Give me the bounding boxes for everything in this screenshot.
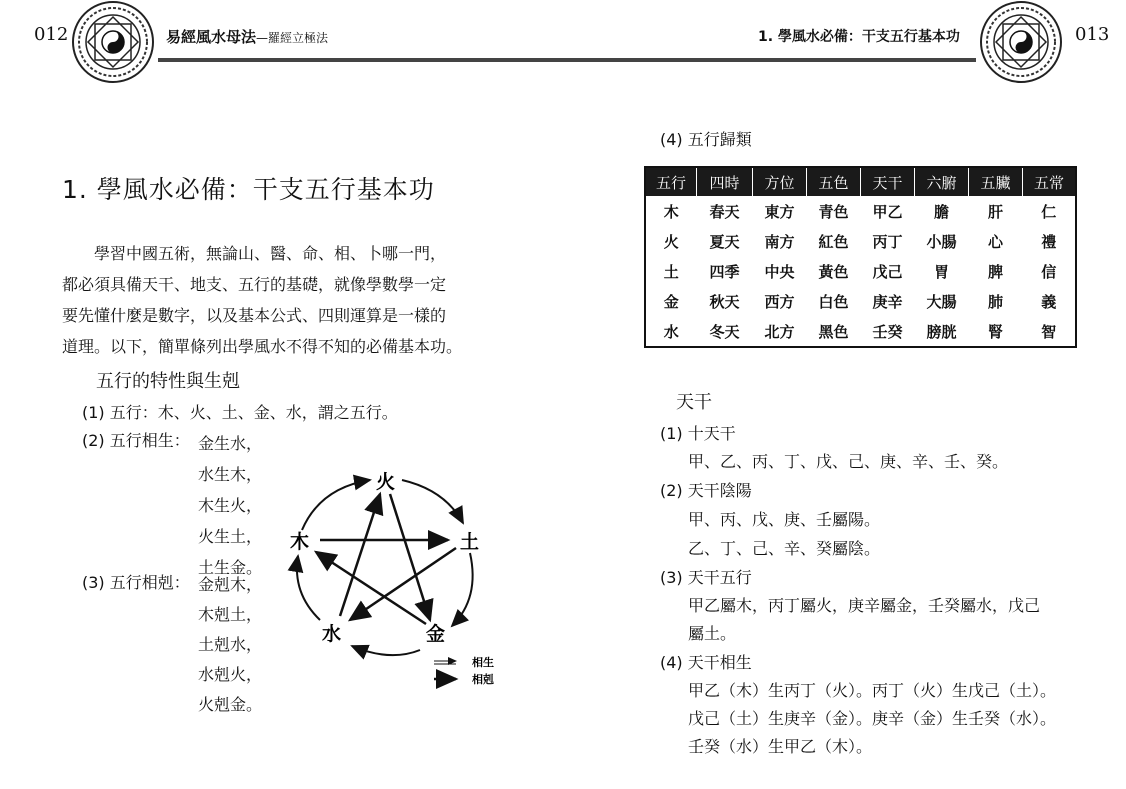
table-cell: 禮 [1041,232,1057,251]
table-row [645,286,1076,316]
table-row [645,226,1076,256]
table-cell: 紅色 [818,232,849,251]
overcome-arrow-water-fire [340,494,380,616]
wuxing-item-1: (1) 五行：木、火、土、金、水，謂之五行。 [82,403,398,422]
legend-overcome [434,672,494,686]
table-cell: 北方 [764,322,795,341]
table-header-row [645,167,1076,196]
table-cell: 大腸 [926,292,957,311]
table-row [645,256,1076,286]
table-row [645,196,1076,226]
bagua-emblem-left [68,0,158,90]
wuxing-item-2-label: (2) 五行相生： [82,431,190,450]
table-header: 四時 [697,167,753,196]
generate-arrow-metal-water [352,646,420,655]
overcoming-line: 木剋土， [198,605,263,624]
table-cell: 金 [663,292,679,311]
table-cell: 肺 [987,292,1003,311]
book-title: 易經風水母法 [166,28,257,46]
node-wood: 木 [290,531,310,553]
table-header: 天干 [861,167,915,196]
table-cell: 戊己 [872,262,903,281]
legend-overcome-label: 相剋 [472,673,494,686]
table-cell: 黃色 [818,262,849,281]
table-caption: (4) 五行歸類 [660,130,752,149]
table-cell: 心 [987,232,1003,251]
overcome-arrow-fire-metal [390,494,430,620]
header-rule-right [568,58,976,62]
table-header: 五常 [1023,167,1077,196]
table-cell: 胃 [933,262,949,281]
table-cell: 義 [1041,292,1057,311]
generation-line: 火生土， [198,527,263,546]
table-cell: 春天 [709,202,740,221]
header-rule-left [158,58,568,62]
table-cell: 膽 [933,202,949,221]
table-cell: 中央 [764,262,795,281]
intro-line: 學習中國五術，無論山、醫、命、相、卜哪一門， [94,244,447,263]
generation-line: 土生金。 [198,558,263,577]
table-cell: 膀胱 [926,322,957,341]
table-cell: 夏天 [709,232,740,251]
table-cell: 西方 [764,292,795,311]
overcoming-line: 火剋金。 [198,695,263,714]
overcoming-line: 土剋水， [198,635,263,654]
table-header: 五行 [645,167,697,196]
node-metal: 金 [426,623,446,645]
table-cell: 南方 [764,232,795,251]
node-water: 水 [322,623,342,645]
intro-paragraph [62,238,512,362]
tiangan-item-2-label: (2) 天干陰陽 [660,481,752,500]
five-elements-table [644,166,1077,348]
table-row [645,316,1076,347]
overcoming-line: 水剋火， [198,665,263,684]
table-cell: 水 [663,322,679,341]
table-cell: 智 [1041,322,1057,341]
table-cell: 黑色 [818,322,849,341]
node-fire: 火 [376,471,396,493]
intro-line: 都必須具備天干、地支、五行的基礎，就像學數學一定 [62,275,447,294]
table-cell: 腎 [987,322,1003,341]
table-header: 五臟 [969,167,1023,196]
table-cell: 青色 [818,202,849,221]
generation-line: 金生水， [198,434,263,453]
table-cell: 信 [1041,262,1057,281]
node-earth: 土 [460,531,480,553]
overcoming-line: 金剋木， [198,575,263,594]
generation-line: 木生火， [198,496,263,515]
table-header: 六腑 [915,167,969,196]
table-cell: 冬天 [709,322,740,341]
intro-line: 道理。以下，簡單條列出學風水不得不知的必備基本功。 [62,337,463,356]
tiangan-item-2-line: 乙、丁、己、辛、癸屬陰。 [688,539,881,558]
right-page-number: 013 [1075,24,1110,45]
table-cell: 脾 [987,262,1003,281]
table-cell: 白色 [818,292,849,311]
right-running-title: 1. 學風水必備：干支五行基本功 [758,29,960,45]
table-cell: 土 [663,262,679,281]
section-title-wuxing: 五行的特性與生剋 [96,371,240,392]
left-running-title [166,26,328,47]
table-header: 方位 [753,167,807,196]
table-header: 五色 [807,167,861,196]
intro-line: 要先懂什麼是數字，以及基本公式、四則運算是一樣的 [62,306,447,325]
tiangan-item-3-label: (3) 天干五行 [660,568,752,587]
book-subtitle: —羅經立極法 [256,31,329,45]
table-cell: 木 [663,202,679,221]
tiangan-item-1-label: (1) 十天干 [660,424,736,443]
tiangan-item-4-label: (4) 天干相生 [660,653,752,672]
table-cell: 丙丁 [872,232,903,251]
legend-generate [434,655,494,669]
generation-list [198,428,262,583]
generate-arrow-water-wood [297,556,320,620]
five-elements-diagram [280,458,510,698]
section-title-tiangan: 天干 [676,392,712,413]
table-cell: 小腸 [926,232,957,251]
table-cell: 庚辛 [872,292,903,311]
tiangan-item-4-line: 戊己（土）生庚辛（金）。庚辛（金）生壬癸（水）。 [688,709,1057,728]
table-cell: 肝 [987,202,1003,221]
bagua-emblem-right [976,0,1066,90]
tiangan-item-1-text: 甲、乙、丙、丁、戊、己、庚、辛、壬、癸。 [688,452,1009,471]
tiangan-item-2-line: 甲、丙、戊、庚、壬屬陽。 [688,510,881,529]
generate-arrow-earth-metal [452,553,473,626]
generate-arrow-wood-fire [302,480,370,530]
tiangan-item-4-line: 甲乙（木）生丙丁（火）。丙丁（火）生戊己（土）。 [688,681,1057,700]
table-cell: 仁 [1041,202,1057,221]
table-cell: 東方 [764,202,795,221]
table-cell: 火 [663,232,679,251]
legend-generate-label: 相生 [472,656,494,669]
generate-arrow-fire-earth [402,480,463,523]
left-page-number: 012 [34,24,69,45]
tiangan-item-3-line: 屬土。 [688,624,737,643]
table-cell: 秋天 [709,292,740,311]
table-cell: 壬癸 [872,322,903,341]
wuxing-item-3-label: (3) 五行相剋： [82,573,190,592]
overcome-arrow-metal-wood [316,552,426,624]
chapter-title: 1. 學風水必備：干支五行基本功 [62,175,435,204]
tiangan-item-4-line: 壬癸（水）生甲乙（木）。 [688,737,873,756]
table-cell: 甲乙 [872,202,903,221]
table-cell: 四季 [709,262,740,281]
tiangan-item-3-line: 甲乙屬木，丙丁屬火，庚辛屬金，壬癸屬水，戊己 [688,596,1041,615]
generation-line: 水生木， [198,465,263,484]
overcoming-list [198,570,262,720]
